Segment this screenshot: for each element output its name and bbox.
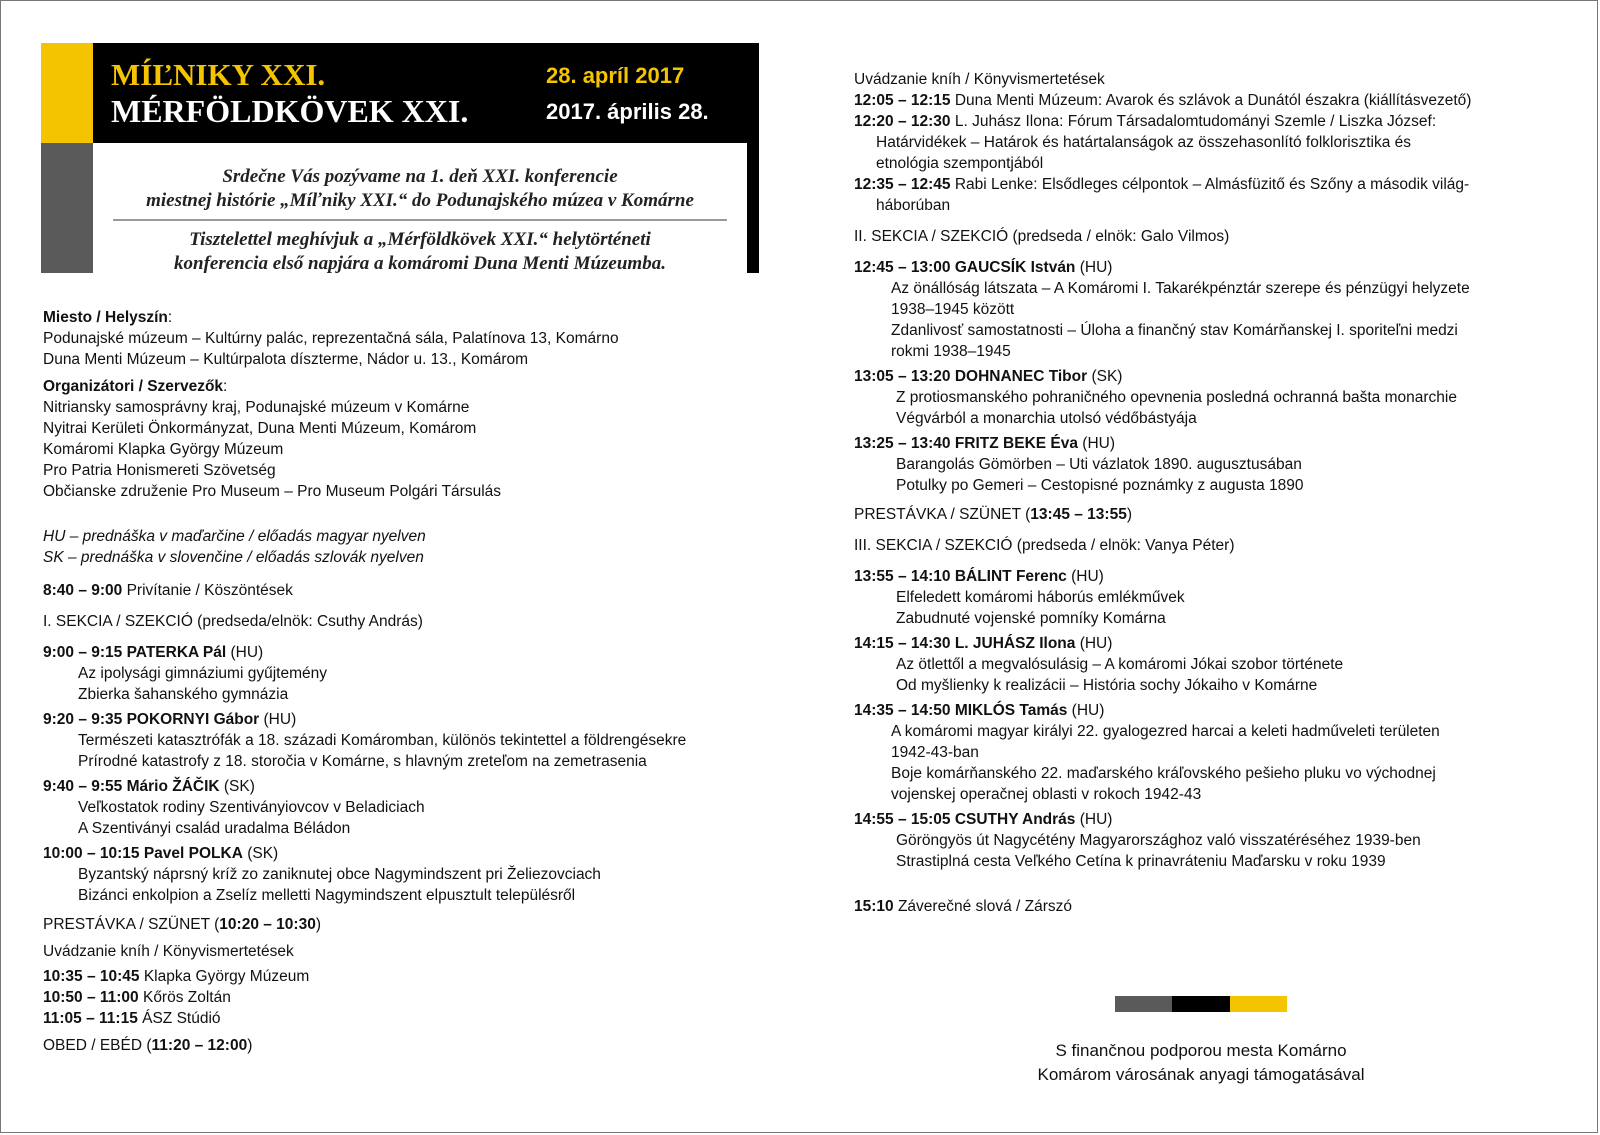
talk-time-speaker: 12:45 – 13:00 GAUCSÍK István: [854, 259, 1076, 276]
organizer-line: Pro Patria Honismereti Szövetség: [43, 462, 276, 479]
invitation-divider: [113, 219, 727, 221]
talk-time-speaker: 9:20 – 9:35 POKORNYI Gábor: [43, 711, 260, 728]
talk-lang: (SK): [242, 845, 279, 862]
support-note: [1001, 1039, 1401, 1087]
break-label: PRESTÁVKA / SZÜNET (: [43, 916, 220, 933]
organizer-line: Občianske združenie Pro Museum – Pro Museum Polgári Társulás: [43, 483, 502, 500]
left-column: [43, 307, 803, 1056]
section-1-title: I. SEKCIA / SZEKCIÓ (predseda/elnök: Csuthy András): [43, 613, 423, 630]
section-2-title: II. SEKCIA / SZEKCIÓ (predseda / elnök: Galo Vilmos): [854, 228, 1230, 245]
invitation-sk: [93, 165, 747, 213]
section-3-title: III. SEKCIA / SZEKCIÓ (predseda / elnök: Vanya Péter): [854, 537, 1235, 554]
talk-lang: (HU): [1078, 435, 1116, 452]
talk-lang: (HU): [1075, 635, 1113, 652]
break-time: 10:20 – 10:30: [219, 916, 316, 933]
organizers-colon: :: [223, 378, 228, 395]
talk-title: Bizánci enkolpion a Zselíz melletti Nagymindszent elpusztult településről: [78, 887, 576, 904]
talk-item: [43, 709, 803, 772]
venue-line: Podunajské múzeum – Kultúrny palác, reprezentačná sála, Palatínova 13, Komárno: [43, 330, 619, 347]
gray-accent-block: [41, 143, 93, 273]
talk-time-speaker: 13:05 – 13:20 DOHNANEC Tibor: [854, 368, 1088, 385]
date-sk: 28. apríl 2017: [546, 63, 685, 88]
book-text: L. Juhász Ilona: Fórum Társadalomtudományi Szemle / Liszka József:: [950, 113, 1437, 130]
talk-lang: (HU): [1066, 568, 1104, 585]
book-item: [854, 90, 1574, 111]
legend-sk: SK – prednáška v slovenčine / előadás szlovák nyelven: [43, 549, 424, 566]
venue-line: Duna Menti Múzeum – Kultúrpalota díszterme, Nádor u. 13., Komárom: [43, 351, 529, 368]
talk-title: Veľkostatok rodiny Szentiványiovcov v Beladiciach: [78, 799, 425, 816]
book-time: 10:35 – 10:45: [43, 968, 140, 985]
venue-colon: :: [167, 309, 173, 326]
talk-lang: (SK): [219, 778, 255, 795]
talk-item: [43, 776, 803, 839]
books-2-title: Uvádzanie kníh / Könyvismertetések: [854, 71, 1105, 88]
talk-title: A komáromi magyar királyi 22. gyalogezred harcai a keleti hadműveleti területen: [891, 723, 1440, 740]
break-close: ): [1126, 506, 1132, 523]
legend-hu: HU – prednáška v maďarčine / előadás magyar nyelven: [43, 528, 426, 545]
title-sk: MÍĽNIKY XXI.: [111, 57, 326, 92]
talk-title: Zdanlivosť samostatnosti – Úloha a finančný stav Komárňanskej I. sporiteľni medzi: [891, 322, 1458, 339]
talk-title: Az önállóság látszata – A Komáromi I. Takarékpénztár szerepe és pénzügyi helyzete: [891, 280, 1470, 297]
right-column: [854, 69, 1574, 917]
talk-time-speaker: 14:55 – 15:05 CSUTHY András: [854, 811, 1076, 828]
book-item: [854, 174, 1574, 216]
talk-time-speaker: 9:00 – 9:15 PATERKA Pál: [43, 644, 227, 661]
invitation-hu: [93, 228, 747, 276]
talk-time-speaker: 13:55 – 14:10 BÁLINT Ferenc: [854, 568, 1067, 585]
talk-title: Természeti katasztrófák a 18. századi Komáromban, különös tekintettel a földrengésekre: [78, 732, 687, 749]
talk-title: Z protiosmanského pohraničného opevnenia posledná ochranná bašta monarchie: [896, 389, 1457, 406]
talk-title: rokmi 1938–1945: [891, 343, 1011, 360]
welcome-text: Privítanie / Köszöntések: [122, 582, 293, 599]
talk-lang: (HU): [1067, 702, 1105, 719]
talk-title: Zabudnuté vojenské pomníky Komárna: [896, 610, 1166, 627]
break-time: 13:45 – 13:55: [1030, 506, 1127, 523]
invitation-hu-line-2: konferencia első napjára a komáromi Duna Menti Múzeumba.: [174, 253, 666, 274]
book-time: 11:05 – 11:15: [43, 1010, 138, 1027]
header-banner: [41, 43, 759, 273]
color-bar: [1115, 996, 1287, 1012]
venue-label: Miesto / Helyszín: [43, 309, 168, 326]
book-text: Rabi Lenke: Elsődleges célpontok – Almásfüzitő és Szőny a második világ-: [950, 176, 1470, 193]
lunch-close: ): [247, 1037, 253, 1054]
talk-time-speaker: 13:25 – 13:40 FRITZ BEKE Éva: [854, 435, 1078, 452]
talk-title: 1942-43-ban: [891, 744, 979, 761]
support-hu: Komárom városának anyagi támogatásával: [1037, 1065, 1365, 1084]
break-1: [43, 914, 803, 935]
talk-item: [854, 566, 1574, 629]
book-time: 12:05 – 12:15: [854, 92, 951, 109]
break-2: [854, 504, 1574, 525]
talk-title: Prírodné katastrofy z 18. storočia v Komárne, s hlavným zreteľom na zemetrasenia: [78, 753, 647, 770]
book-item: [43, 1008, 803, 1029]
title-hu: MÉRFÖLDKÖVEK XXI.: [111, 93, 469, 129]
break-close: ): [315, 916, 321, 933]
talk-title: Az ötlettől a megvalósulásig – A komáromi Jókai szobor története: [896, 656, 1344, 673]
talk-item: [854, 257, 1574, 362]
date-hu: 2017. április 28.: [546, 99, 709, 124]
talk-title: Boje komárňanského 22. maďarského kráľovského pešieho pluku vo východnej: [891, 765, 1436, 782]
lunch: [43, 1035, 803, 1056]
invitation-sk-line-1: Srdečne Vás pozývame na 1. deň XXI. konferencie: [222, 166, 618, 187]
color-bar-gray: [1115, 996, 1172, 1012]
book-time: 12:20 – 12:30: [854, 113, 951, 130]
invitation-hu-line-1: Tisztelettel meghívjuk a „Mérföldkövek XXI.“ helytörténeti: [189, 229, 651, 250]
talk-lang: (HU): [226, 644, 264, 661]
talk-time-speaker: 9:40 – 9:55 Mário ŽÁČIK: [43, 778, 220, 795]
color-bar-black: [1172, 996, 1229, 1012]
talk-title: Od myšlienky k realizácii – História sochy Jókaiho v Komárne: [896, 677, 1318, 694]
talk-lang: (HU): [1075, 259, 1113, 276]
organizer-line: Nyitrai Kerületi Önkormányzat, Duna Menti Múzeum, Komárom: [43, 420, 477, 437]
talk-item: [854, 366, 1574, 429]
talk-lang: (HU): [1075, 811, 1113, 828]
support-sk: S finančnou podporou mesta Komárno: [1055, 1041, 1347, 1060]
organizers-label: Organizátori / Szervezők: [43, 378, 224, 395]
closing-item: [854, 896, 1574, 917]
book-time: 10:50 – 11:00: [43, 989, 139, 1006]
talk-item: [43, 843, 803, 906]
talk-item: [854, 633, 1574, 696]
book-text: Duna Menti Múzeum: Avarok és szlávok a Dunától északra (kiállításvezető): [950, 92, 1472, 109]
talk-item: [854, 433, 1574, 496]
closing-time: 15:10: [854, 898, 894, 915]
talk-title: vojenskej operačnej oblasti v rokoch 1942-43: [891, 786, 1202, 803]
talk-title: Göröngyös út Nagycétény Magyarországhoz való visszatéréséhez 1939-ben: [896, 832, 1421, 849]
talk-title: A Szentiványi család uradalma Béládon: [78, 820, 351, 837]
welcome-time: 8:40 – 9:00: [43, 582, 123, 599]
talk-title: Potulky po Gemeri – Cestopisné poznámky z augusta 1890: [896, 477, 1304, 494]
book-item: [854, 111, 1574, 174]
talk-item: [854, 809, 1574, 872]
talk-item: [43, 642, 803, 705]
talk-title: 1938–1945 között: [891, 301, 1015, 318]
talk-time-speaker: 10:00 – 10:15 Pavel POLKA: [43, 845, 243, 862]
talk-lang: (HU): [259, 711, 297, 728]
organizer-line: Komáromi Klapka György Múzeum: [43, 441, 284, 458]
talk-time-speaker: 14:35 – 14:50 MIKLÓS Tamás: [854, 702, 1068, 719]
invitation-sk-line-2: miestnej histórie „Míľniky XXI.“ do Podunajského múzea v Komárne: [146, 190, 694, 211]
organizers-heading: [43, 376, 803, 397]
book-text: Klapka György Múzeum: [139, 968, 310, 985]
talk-time-speaker: 14:15 – 14:30 L. JUHÁSZ Ilona: [854, 635, 1076, 652]
talk-title: Barangolás Gömörben – Uti vázlatok 1890. augusztusában: [896, 456, 1302, 473]
book-text: háborúban: [876, 197, 951, 214]
book-item: [43, 987, 803, 1008]
talk-title: Strastiplná cesta Veľkého Cetína k prinavráteniu Maďarsku v roku 1939: [896, 853, 1386, 870]
book-text: Határvidékek – Határok és határtalanságok az összehasonlító folklorisztika és: [876, 134, 1412, 151]
venue-heading: [43, 307, 803, 328]
books-1-title: Uvádzanie kníh / Könyvismertetések: [43, 943, 294, 960]
book-time: 12:35 – 12:45: [854, 176, 951, 193]
organizer-line: Nitriansky samosprávny kraj, Podunajské múzeum v Komárne: [43, 399, 470, 416]
talk-title: Végvárból a monarchia utolsó védőbástyája: [896, 410, 1197, 427]
book-text: etnológia szempontjából: [876, 155, 1044, 172]
talk-lang: (SK): [1087, 368, 1123, 385]
closing-text: Záverečné slová / Zárszó: [893, 898, 1072, 915]
color-bar-yellow: [1230, 996, 1287, 1012]
talk-title: Byzantský náprsný kríž zo zaniknutej obce Nagymindszent pri Želiezovciach: [78, 866, 601, 883]
book-text: Kőrös Zoltán: [138, 989, 231, 1006]
lunch-time: 11:20 – 12:00: [151, 1037, 248, 1054]
break-label: PRESTÁVKA / SZÜNET (: [854, 506, 1031, 523]
right-accent-bar: [747, 143, 759, 273]
yellow-accent-block: [41, 43, 93, 143]
talk-item: [854, 700, 1574, 805]
talk-title: Az ipolysági gimnáziumi gyűjtemény: [78, 665, 327, 682]
book-item: [43, 966, 803, 987]
book-text: ÁSZ Stúdió: [137, 1010, 221, 1027]
lunch-label: OBED / EBÉD (: [43, 1037, 152, 1054]
talk-title: Zbierka šahanského gymnázia: [78, 686, 289, 703]
welcome-item: [43, 580, 803, 601]
talk-title: Elfeledett komáromi háborús emlékművek: [896, 589, 1185, 606]
